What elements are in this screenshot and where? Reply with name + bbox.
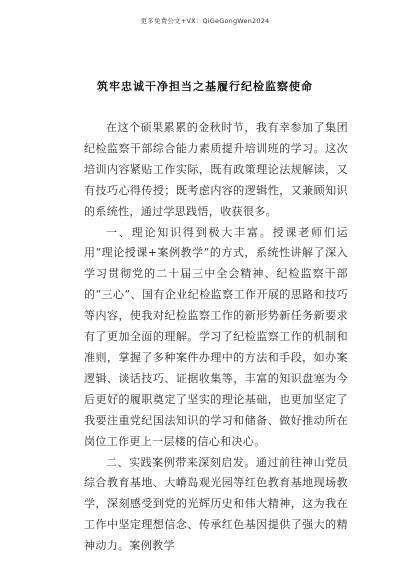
document-body [84, 118, 348, 557]
header-note: 更多免费公文+VX：QiGeGongWen2024 [140, 17, 270, 25]
paragraph-section-2: 二、实践案例带来深刻启发。通过前往神山党员综合教育基地、大嵴岛观光园等红色教育基地现场教学，深刻感受到党的光辉历史和伟大精神，这为我在工作中坚定理想信念、传承红色基因提供了强大的精神动力。案例教学 [84, 455, 348, 553]
paragraph-section-1: 一、理论知识得到极大丰富。授课老师们运用“理论授课+案例教学”的方式，系统性讲解了深入学习贯彻党的二十届三中全会精神、纪检监察干部的“三心”、国有企业纪检监察工作开展的思路和技巧等内容，使我对纪检监察工作的新形势新任务新要求有了更加全面的理解。学习了纪检监察工作的机制和准则，掌握了多种案件办理中的方法和手段，如办案逻辑、谈话技巧、证据收集等，丰富的知识盘塞为今后更好的履职奠定了坚实的理论基础，也更加坚定了我要注重党纪国法知识的学习和储备、做好推动所在岗位工作更上一层楼的信心和决心。 [84, 225, 348, 448]
document-title: 筑牢忠诚干净担当之基履行纪检监察使命 [97, 80, 313, 93]
paragraph-intro: 在这个硕果累累的金秋时节，我有幸参加了集团纪检监察干部综合能力素质提升培训班的学习。这次培训内容紧贴工作实际，既有政策理论法规解读，又有技巧心得传授；既考虑内容的逻辑性，又兼顾知识的系统性，通过学思践悟，收获很多。 [84, 121, 348, 218]
